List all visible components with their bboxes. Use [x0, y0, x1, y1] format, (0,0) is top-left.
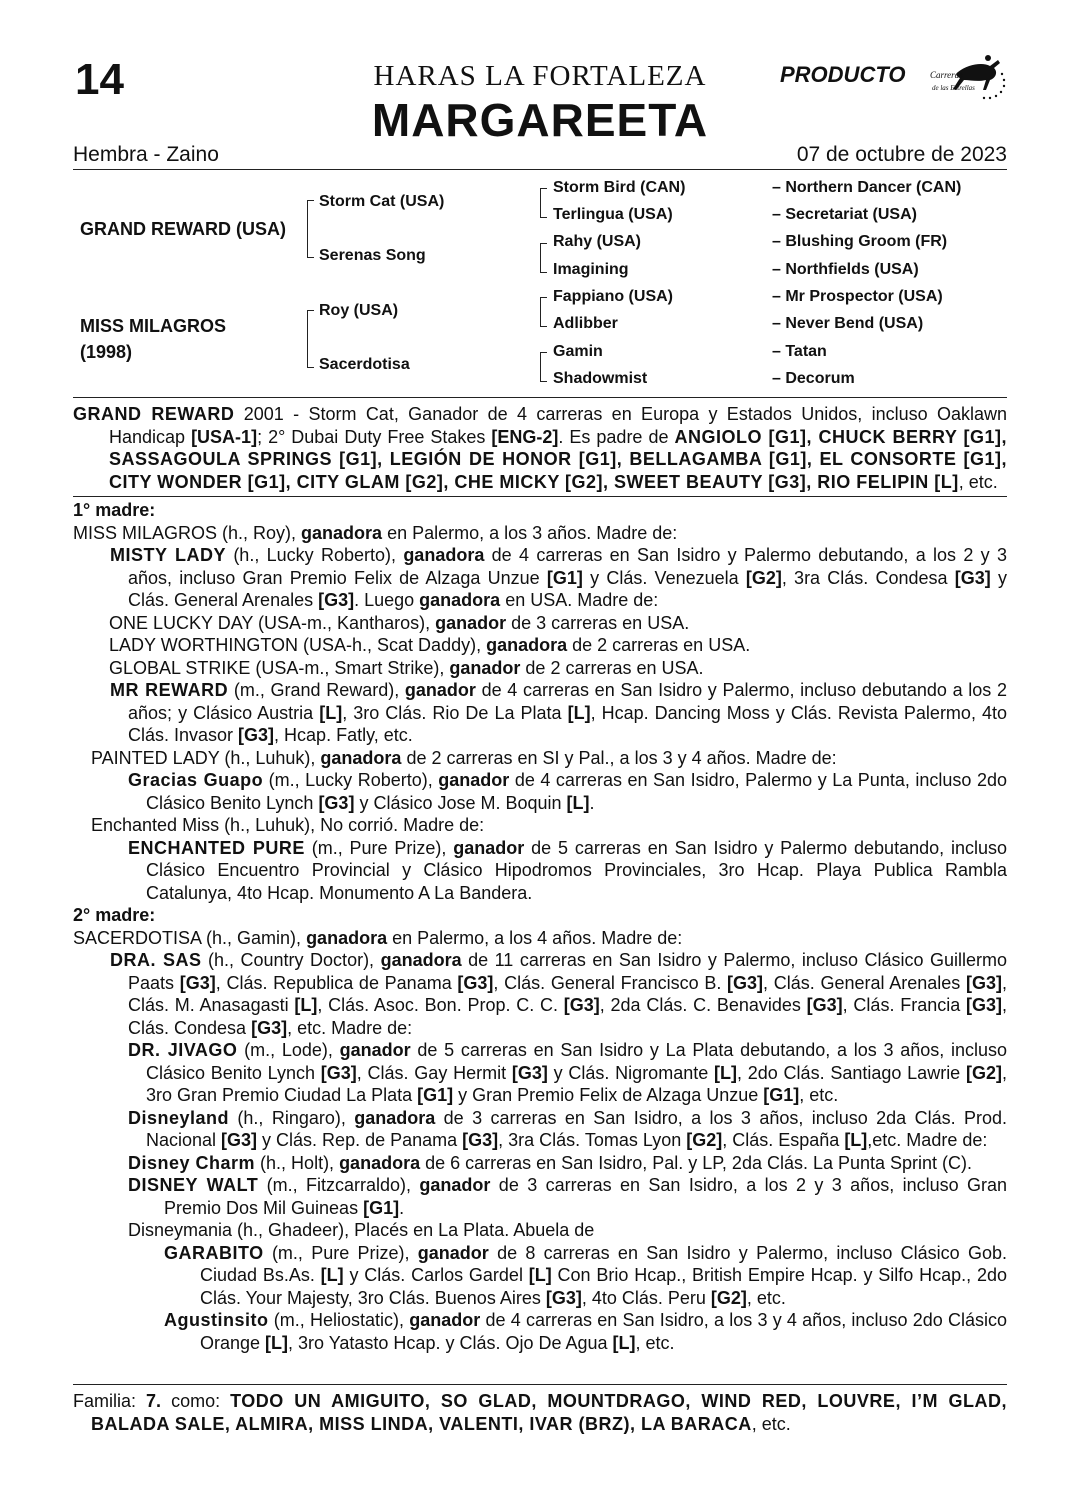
gen4-label: Northern Dancer (CAN) [785, 179, 962, 196]
haras-name: HARAS LA FORTALEZA [373, 60, 707, 92]
dam-line: Enchanted Miss (h., Luhuk), No corrió. Madre de: [91, 815, 485, 835]
bracket [540, 352, 547, 382]
pedigree-divider [73, 397, 1007, 398]
carreras-de-las-estrellas-logo [928, 50, 1008, 106]
horse-name: MARGAREETA [371, 94, 709, 146]
bracket [540, 297, 547, 327]
gen2-item: Roy (USA) [319, 302, 399, 319]
dam-line: MISTY LADY (h., Lucky Roberto), ganadora de 4 carreras en San Isidro y Palermo debutando, a los 2 y 3 años, incluso Gran Premio Felix de Alzaga Unzue [G1] y Clás. Venezuela [G2], 3ra Clás. Condesa [G3] y Clás. General Arenales [G3]. Luego ganadora en USA. Madre de: [110, 545, 1007, 610]
dam-line: SACERDOTISA (h., Gamin), ganadora en Palermo, a los 4 años. Madre de: [73, 927, 683, 948]
dam-line: GLOBAL STRIKE (USA-m., Smart Strike), ganador de 2 carreras en USA. [109, 657, 704, 678]
familia-names: TODO UN AMIGUITO, SO GLAD, MOUNTDRAGO, WIND RED, LOUVRE, I’M GLAD, BALADA SALE, ALMIRA, MISS LINDA, VALENTI, IVAR (BRZ), LA BARACA [91, 1391, 1007, 1434]
dam-line: ONE LUCKY DAY (USA-m., Kantharos), ganador de 3 carreras en USA. [109, 612, 690, 633]
familia-end: , etc. [751, 1413, 791, 1434]
dam-line: MISS MILAGROS (h., Roy), ganadora en Palermo, a los 3 años. Madre de: [73, 522, 678, 543]
sire-text: ; 2° Dubai Duty Free Stakes [257, 426, 492, 447]
dam-line: Agustinsito (m., Heliostatic), ganador de 4 carreras en San Isidro, a los 3 y 4 años, incluso 2do Clásico Orange [L], 3ro Yatasto Hcap. y Clás. Ojo De Agua [L], etc. [164, 1310, 1007, 1353]
sire-name: GRAND REWARD (USA) [80, 219, 286, 239]
dam-line: GARABITO (m., Pure Prize), ganador de 8 carreras en San Isidro y Palermo, incluso Clásico Gob. Ciudad Bs.As. [L] y Clás. Carlos Gardel [L] Con Brio Hcap., British Empire Hcap. y Silfo Hcap., 2do Clás. Your Majesty, 3ro Clás. Buenos Aires [G3], 4to Clás. Peru [G2], etc. [164, 1242, 1007, 1308]
bracket [307, 310, 314, 368]
lot-number: 14 [75, 55, 124, 104]
dam-line: PAINTED LADY (h., Luhuk), ganadora de 2 carreras en SI y Pal., a los 3 y 4 años. Madre de: [91, 747, 837, 768]
producto-label: PRODUCTO [780, 62, 906, 87]
gen3-item: Shadowmist [553, 370, 648, 387]
bracket [307, 200, 314, 258]
dam1-title: 1° madre: [73, 500, 156, 520]
gen2-item: Serenas Song [319, 247, 426, 264]
gen4-item: – Northern Dancer (CAN) [772, 179, 962, 196]
catalog-body [73, 403, 1007, 1354]
sex-color: Hembra - Zaino [73, 143, 219, 166]
gen3-item: Storm Bird (CAN) [553, 179, 686, 196]
gen4-label: Mr Prospector (USA) [785, 288, 943, 305]
bracket [540, 243, 547, 273]
dam-line: Disney Charm (h., Holt), ganadora de 6 carreras en San Isidro, Pal. y LP, 2da Clás. La Punta Sprint (C). [128, 1152, 973, 1173]
dam-line: Disneymania (h., Ghadeer), Placés en La Plata. Abuela de [128, 1220, 595, 1240]
birth-date: 07 de octubre de 2023 [796, 143, 1007, 166]
gen4-item: – Mr Prospector (USA) [772, 288, 943, 305]
sire-paragraph [73, 403, 1007, 493]
dam-line: Disneyland (h., Ringaro), ganadora de 3 carreras en San Isidro, a los 3 años, incluso 2da Clás. Prod. Nacional [G3] y Clás. Rep. de Panama [G3], 3ra Clás. Tomas Lyon [G2], Clás. España [L],etc. Madre de: [128, 1107, 1007, 1150]
dam-line: DR. JIVAGO (m., Lode), ganador de 5 carreras en San Isidro y La Plata debutando, a los 3 años, incluso Clásico Benito Lynch [G3], Clás. Gay Hermit [G3] y Clás. Nigromante [L], 2do Clás. Santiago Lawrie [G2], 3ro Gran Premio Ciudad La Plata [G1] y Gran Premio Felix de Alzaga Unzue [G1], etc. [128, 1040, 1008, 1105]
gen2-item: Storm Cat (USA) [319, 193, 445, 210]
dam-line: Gracias Guapo (m., Lucky Roberto), ganador de 4 carreras en San Isidro, Palermo y La Punta, incluso 2do Clásico Benito Lynch [G3] y Clásico Jose M. Boquin [L]. [128, 770, 1007, 813]
gen3-item: Imagining [553, 261, 629, 278]
dam2-title: 2° madre: [73, 905, 156, 925]
dam-line: MR REWARD (m., Grand Reward), ganador de 4 carreras en San Isidro y Palermo, incluso debutando a los 2 años; y Clásico Austria [L], 3ro Clás. Rio De La Plata [L], Hcap. Dancing Moss y Clás. Revista Palermo, 4to Clás. Invasor [G3], Hcap. Fatly, etc. [110, 680, 1008, 745]
gen4-label: Northfields (USA) [785, 261, 919, 278]
gen4-label: Never Bend (USA) [785, 315, 924, 332]
dam-line: LADY WORTHINGTON (USA-h., Scat Daddy), ganadora de 2 carreras en USA. [109, 635, 751, 655]
familia-label: Familia: [73, 1391, 147, 1411]
grade: [ENG-2] [491, 426, 559, 447]
gen4-label: Secretariat (USA) [785, 206, 917, 223]
gen4-item: – Tatan [772, 343, 827, 360]
gen2-item: Sacerdotisa [319, 356, 410, 373]
familia-number: 7. [146, 1391, 162, 1411]
familia-como: como: [161, 1391, 231, 1411]
gen4-item: – Secretariat (USA) [772, 206, 917, 223]
dam-line: ENCHANTED PURE (m., Pure Prize), ganador de 5 carreras en San Isidro y Palermo debutando, incluso Clásico Encuentro Provincial y Clásico Hipodromos Provinciales, 3ro Hcap. Playa Publica Rambla Catalunya, 4to Hcap. Monumento A La Bandera. [128, 837, 1007, 903]
gen3-item: Rahy (USA) [553, 233, 642, 250]
gen4-item: – Blushing Groom (FR) [772, 233, 948, 250]
header-divider [73, 169, 1007, 170]
dam-line: DRA. SAS (h., Country Doctor), ganadora de 11 carreras en San Isidro y Palermo, incluso Clásico Guillermo Paats [G3], Clás. Republica de Panama [G3], Clás. General Francisco B. [G3], Clás. General Arenales [G3], Clás. M. Anasagasti [L], Clás. Asoc. Bon. Prop. C. C. [G3], 2da Clás. C. Benavides [G3], Clás. Francia [G3], Clás. Condesa [G3], etc. Madre de: [110, 950, 1008, 1038]
dam-line: DISNEY WALT (m., Fitzcarraldo), ganador de 3 carreras en San Isidro, a los 2 y 3 años, incluso Gran Premio Dos Mil Guineas [G1]. [128, 1175, 1008, 1218]
sire-text: . Es padre de [558, 426, 675, 447]
familia-section [73, 1390, 1007, 1435]
divider [73, 496, 1007, 497]
grade: [USA-1] [191, 426, 258, 447]
gen4-label: Tatan [785, 343, 827, 360]
gen3-item: Adlibber [553, 315, 618, 332]
sire-text-name: GRAND REWARD [73, 404, 235, 424]
svg-text:de las Estrellas: de las Estrellas [932, 84, 975, 92]
gen4-label: Blushing Groom (FR) [785, 233, 948, 250]
bracket [540, 188, 547, 218]
gen4-item: – Never Bend (USA) [772, 315, 924, 332]
gen4-item: – Decorum [772, 370, 855, 387]
sire-progeny: ANGIOLO [G1], CHUCK BERRY [G1], SASSAGOULA SPRINGS [G1], LEGIÓN DE HONOR [G1], BELLAGAMBA [G1], EL CONSORTE [G1], CITY WONDER [G1], CITY GLAM [G2], CHE MICKY [G2], SWEET BEAUTY [G3], RIO FELIPIN [L] [109, 426, 1008, 492]
gen3-item: Gamin [553, 343, 603, 360]
dam-name: MISS MILAGROS [80, 316, 227, 336]
gen4-item: – Northfields (USA) [772, 261, 919, 278]
sire-text: , etc. [958, 471, 998, 492]
svg-text:Carreras: Carreras [930, 70, 963, 80]
familia-divider [73, 1384, 1007, 1385]
gen3-item: Terlingua (USA) [553, 206, 673, 223]
gen4-label: Decorum [785, 370, 855, 387]
sire-text: 2001 - Storm Cat, Ganador de 4 carreras en Europa y Estados Unidos, incluso Oaklawn Handicap [109, 404, 1007, 447]
gen3-item: Fappiano (USA) [553, 288, 673, 305]
dam-year: (1998) [80, 342, 133, 362]
